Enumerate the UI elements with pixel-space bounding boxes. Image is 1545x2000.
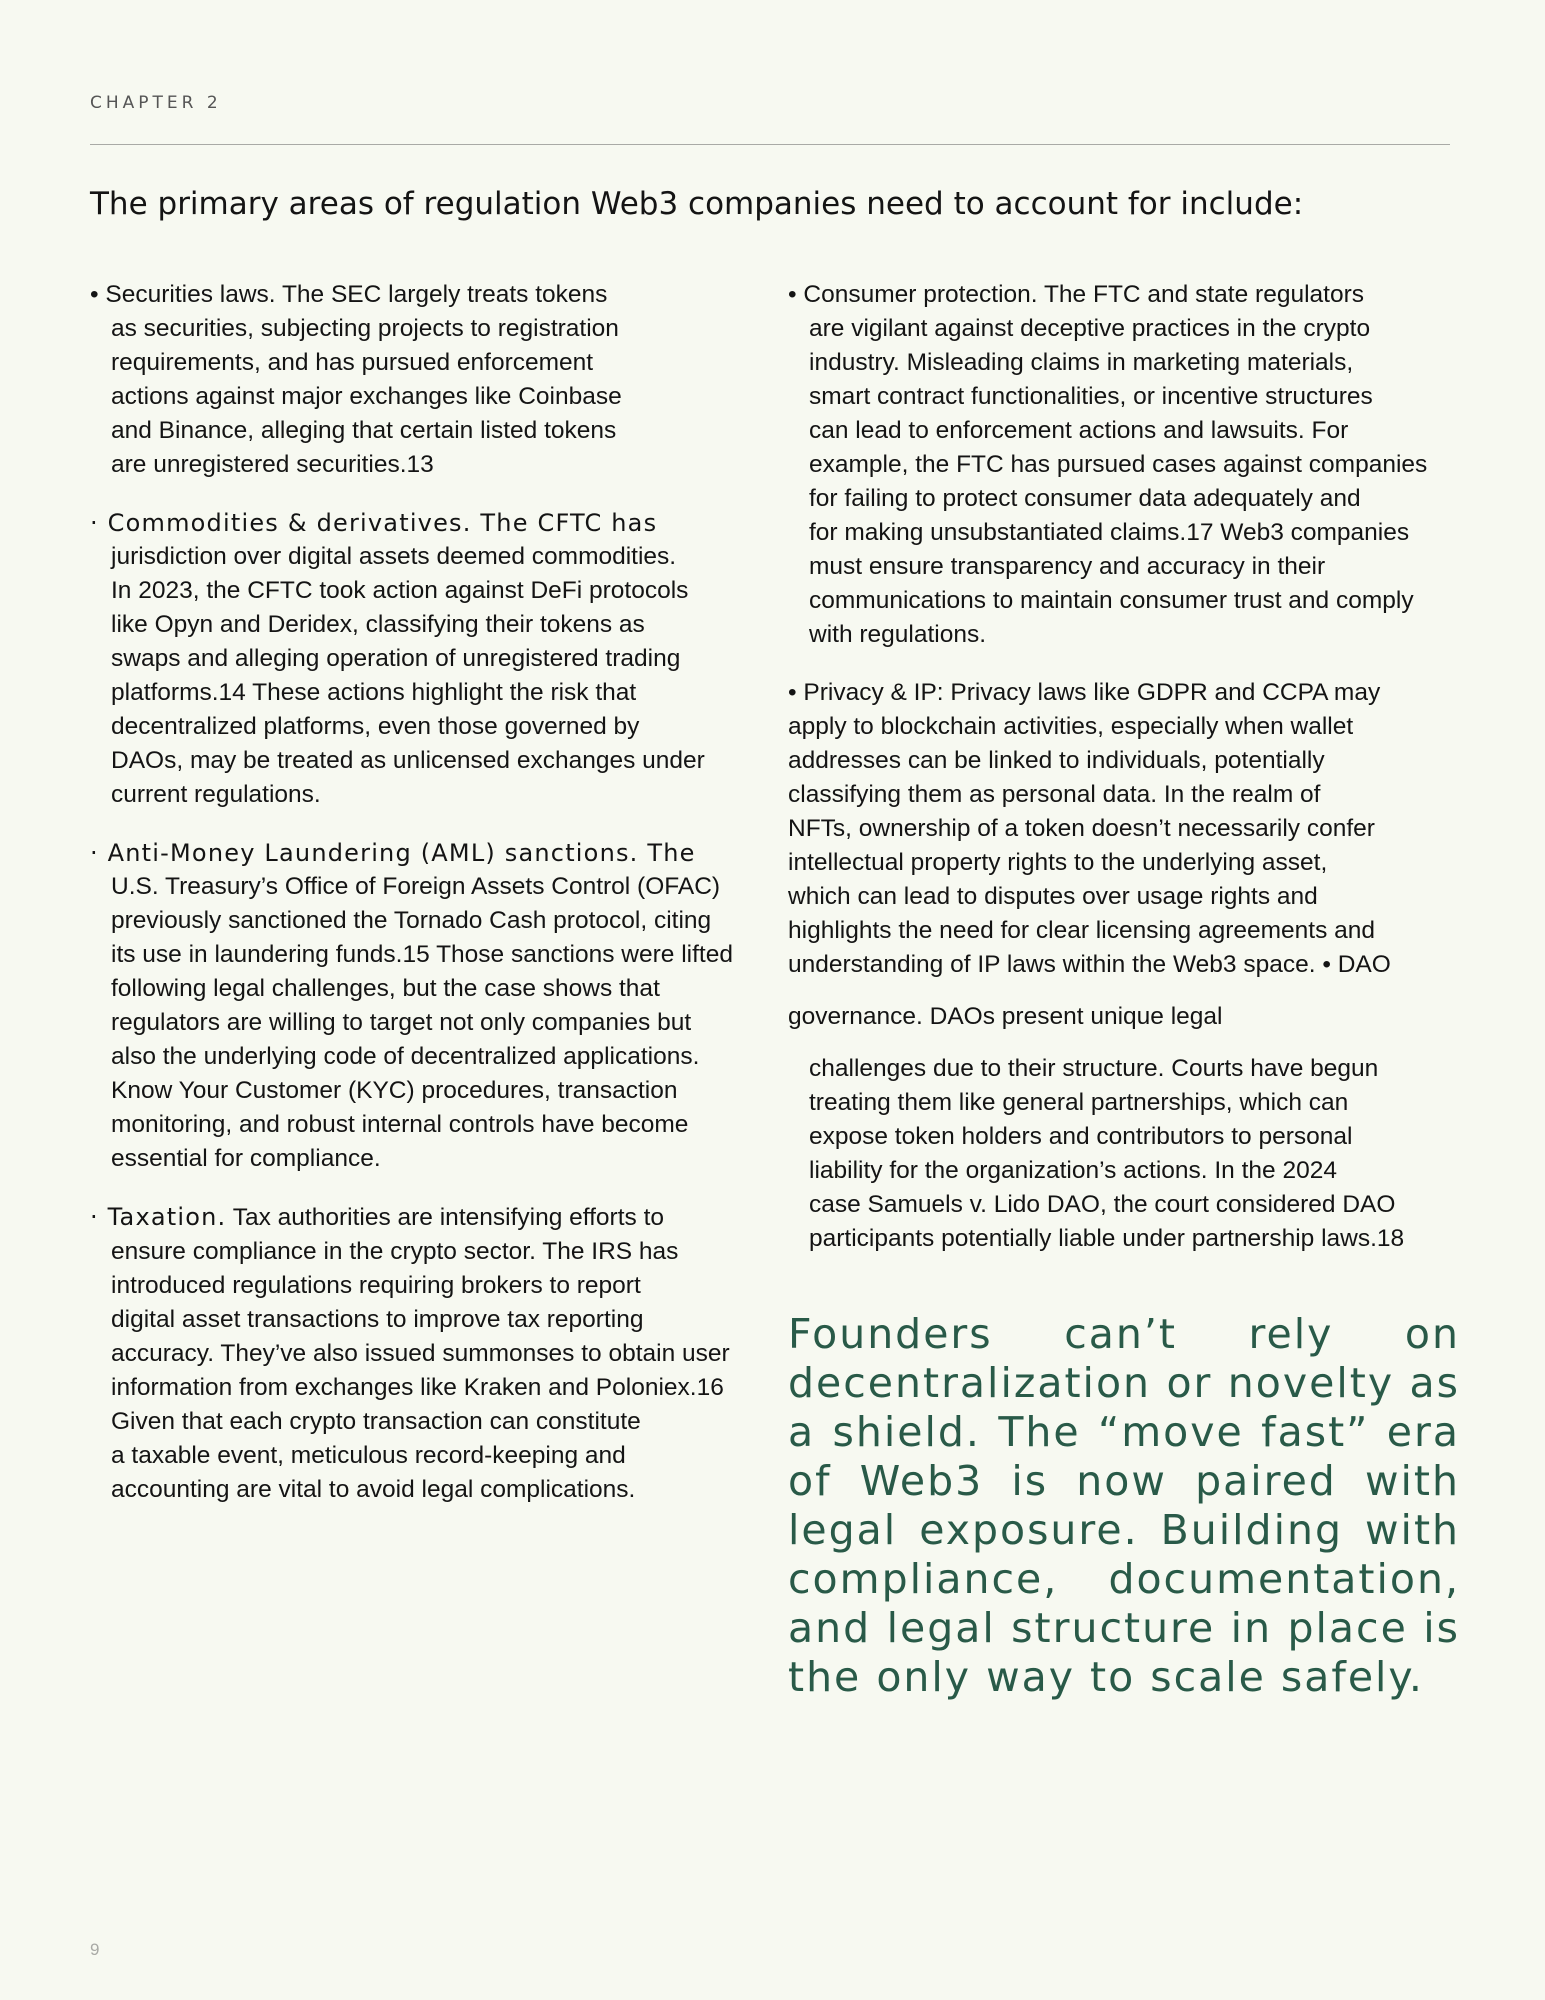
right-column	[788, 278, 1460, 1256]
securities-line: are unregistered securities.13	[111, 451, 434, 478]
consumer-line: for making unsubstantiated claims.17 Web3 companies	[809, 519, 1410, 546]
consumer-line: • Consumer protection. The FTC and state regulators	[788, 281, 1364, 308]
commodities-line: like Opyn and Deridex, classifying their tokens as	[111, 611, 645, 638]
privacy-line: • Privacy & IP: Privacy laws like GDPR and CCPA may	[788, 679, 1381, 706]
consumer-line: can lead to enforcement actions and lawsuits. For	[809, 417, 1349, 444]
pull-quote-line: the only way to scale safely.	[788, 1653, 1424, 1701]
aml-line: monitoring, and robust internal controls have become	[111, 1111, 689, 1138]
commodities-line: jurisdiction over digital assets deemed commodities.	[111, 543, 677, 570]
dao-line: challenges due to their structure. Courts have begun	[809, 1055, 1379, 1082]
taxation-line: digital asset transactions to improve tax reporting	[111, 1306, 644, 1333]
commodities-line: DAOs, may be treated as unlicensed exchanges under	[111, 747, 705, 774]
taxation-first-text: Tax authorities are intensifying efforts to	[232, 1204, 665, 1231]
pull-quote-line: a shield. The “move fast” era	[788, 1408, 1460, 1456]
page-number: 9	[90, 1940, 100, 1959]
aml-line: its use in laundering funds.15 Those sanctions were lifted	[111, 941, 733, 968]
commodities-line: platforms.14 These actions highlight the risk that	[111, 679, 637, 706]
taxation-line: Given that each crypto transaction can constitute	[111, 1408, 641, 1435]
aml-paragraph	[90, 836, 790, 1176]
aml-line: previously sanctioned the Tornado Cash protocol, citing	[111, 907, 712, 934]
securities-line: and Binance, alleging that certain listed tokens	[111, 417, 617, 444]
dao-line: liability for the organization’s actions. In the 2024	[809, 1157, 1337, 1184]
pull-quote-line: decentralization or novelty as	[788, 1359, 1460, 1407]
commodities-line: current regulations.	[111, 781, 321, 808]
consumer-line: are vigilant against deceptive practices in the crypto	[809, 315, 1371, 342]
commodities-line: In 2023, the CFTC took action against DeFi protocols	[111, 577, 689, 604]
pull-quote-line: of Web3 is now paired with	[788, 1457, 1460, 1505]
page-heading: The primary areas of regulation Web3 companies need to account for include:	[90, 186, 1304, 222]
taxation-line: a taxable event, meticulous record-keeping and	[111, 1442, 626, 1469]
taxation-line: information from exchanges like Kraken and Poloniex.16	[111, 1374, 724, 1401]
dao-line: expose token holders and contributors to personal	[809, 1123, 1353, 1150]
securities-line: requirements, and has pursued enforcement	[111, 349, 594, 376]
left-column	[90, 278, 790, 1507]
header-divider	[90, 144, 1450, 145]
consumer-line: industry. Misleading claims in marketing materials,	[809, 349, 1354, 376]
consumer-line: must ensure transparency and accuracy in their	[809, 553, 1326, 580]
aml-line: Know Your Customer (KYC) procedures, transaction	[111, 1077, 678, 1104]
consumer-paragraph	[788, 278, 1460, 652]
commodities-line: swaps and alleging operation of unregistered trading	[111, 645, 681, 672]
aml-line: following legal challenges, but the case shows that	[111, 975, 660, 1002]
privacy-line: intellectual property rights to the underlying asset,	[788, 849, 1328, 876]
privacy-line: understanding of IP laws within the Web3 space. • DAO	[788, 951, 1391, 978]
taxation-line: introduced regulations requiring brokers to report	[111, 1272, 641, 1299]
dao-heading: governance. DAOs present unique legal	[788, 1003, 1223, 1030]
dao-line: treating them like general partnerships, which can	[809, 1089, 1349, 1116]
privacy-line: addresses can be linked to individuals, potentially	[788, 747, 1325, 774]
privacy-line: apply to blockchain activities, especially when wallet	[788, 713, 1354, 740]
pull-quote-line: legal exposure. Building with	[788, 1506, 1460, 1554]
privacy-paragraph	[788, 676, 1460, 982]
aml-line: also the underlying code of decentralized applications.	[111, 1043, 700, 1070]
consumer-line: with regulations.	[809, 621, 987, 648]
aml-line: regulators are willing to target not only companies but	[111, 1009, 692, 1036]
consumer-line: smart contract functionalities, or incentive structures	[809, 383, 1373, 410]
taxation-heading: · Taxation.	[90, 1203, 227, 1231]
pull-quote-line: and legal structure in place is	[788, 1604, 1460, 1652]
chapter-label: CHAPTER 2	[90, 93, 222, 113]
commodities-paragraph	[90, 506, 790, 812]
securities-paragraph	[90, 278, 790, 482]
privacy-line: highlights the need for clear licensing agreements and	[788, 917, 1376, 944]
taxation-first-line	[90, 1200, 790, 1235]
commodities-line: decentralized platforms, even those governed by	[111, 713, 640, 740]
securities-line: as securities, subjecting projects to registration	[111, 315, 619, 342]
aml-line: U.S. Treasury’s Office of Foreign Assets Control (OFAC)	[111, 873, 721, 900]
dao-line: case Samuels v. Lido DAO, the court considered DAO	[809, 1191, 1396, 1218]
taxation-line: accounting are vital to avoid legal complications.	[111, 1476, 636, 1503]
consumer-line: communications to maintain consumer trust and comply	[809, 587, 1414, 614]
taxation-paragraph	[90, 1200, 790, 1507]
taxation-line: ensure compliance in the crypto sector. The IRS has	[111, 1238, 679, 1265]
securities-line: actions against major exchanges like Coinbase	[111, 383, 622, 410]
pull-quote-line: Founders can’t rely on	[788, 1310, 1460, 1358]
aml-line: essential for compliance.	[111, 1145, 381, 1172]
privacy-line: NFTs, ownership of a token doesn’t necessarily confer	[788, 815, 1375, 842]
pull-quote	[788, 1310, 1460, 1702]
privacy-line: classifying them as personal data. In the realm of	[788, 781, 1321, 808]
securities-line: • Securities laws. The SEC largely treats tokens	[90, 281, 608, 308]
dao-line: participants potentially liable under partnership laws.18	[809, 1225, 1405, 1252]
privacy-line: which can lead to disputes over usage rights and	[788, 883, 1318, 910]
consumer-line: example, the FTC has pursued cases against companies	[809, 451, 1428, 478]
taxation-line: accuracy. They’ve also issued summonses to obtain user	[111, 1340, 730, 1367]
commodities-heading: · Commodities & derivatives. The CFTC has	[90, 509, 658, 537]
aml-heading: · Anti-Money Laundering (AML) sanctions. The	[90, 839, 696, 867]
dao-paragraph	[788, 1000, 1460, 1256]
consumer-line: for failing to protect consumer data adequately and	[809, 485, 1361, 512]
pull-quote-line: compliance, documentation,	[788, 1555, 1460, 1603]
